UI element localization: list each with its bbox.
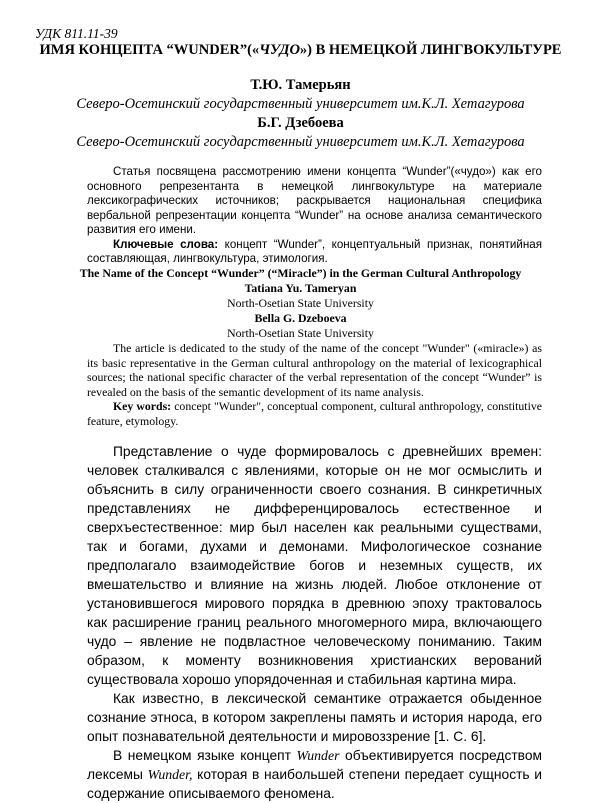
en-author-1: Tatiana Yu. Tameryan (244, 281, 357, 295)
ru-abstract (87, 165, 542, 267)
en-author-2: Bella G. Dzeboeva (254, 311, 347, 325)
ru-keywords: концепт “Wunder”, концептуальный признак, понятийная составляющая, лингвокультура, этимология. (87, 237, 542, 265)
ru-title-part1: ИМЯ КОНЦЕПТА “WUNDER”(« (39, 42, 260, 58)
udk-code: УДК 811.11-39 (35, 26, 118, 41)
ru-author-1: Т.Ю. Тамерьян (250, 77, 351, 93)
ru-article-title (30, 41, 571, 59)
en-abstract (87, 341, 542, 428)
p3-text-c: которая в наибольшей степени передает сущность и содержание описываемого феномена. (87, 767, 542, 801)
ru-affiliation-2: Северо-Осетинский государственный университет им.К.Л. Хетагурова (76, 134, 525, 150)
en-article-title: The Name of the Concept “Wunder” (“Miracle”) in the German Cultural Anthropology (79, 266, 522, 280)
body-paragraph-2: Как известно, в лексической семантике отражается обыденное сознание этноса, в котором закреплены память и история народа, его опыт познавательной деятельности и мировоззрение [1. С. 6]. (87, 691, 542, 744)
body-paragraph-3 (87, 746, 542, 803)
ru-author-2: Б.Г. Дзебоева (257, 115, 344, 131)
ru-title-italic: ЧУДО (259, 42, 300, 58)
ru-title-part2: ») В НЕМЕЦКОЙ ЛИНГВОКУЛЬТУРЕ (299, 42, 562, 58)
body-paragraph-1: Представление о чуде формировалось с древнейших времен: человек сталкивался с явлениями, которые он не мог осмыслить и объяснить в силу ограниченности своего сознания. В синкретичных представлениях не дифференцировалось естественное и сверхъестественное: мир был населен как реальными существами, так и богами, духами и демонами. Мифологическое сознание предполагало взаимодействие богов и неземных существ, их вмешательство и влияние на жизнь людей. Любое отклонение от установившегося мирового порядка в древнюю эпоху трактовалось как расширение границ реального многомерного мира, включающего чудо – явление не подвластное человеческому пониманию. Таким образом, к моменту возникновения христианских верований существовала хорошо упорядоченная и стабильная картина мира. (87, 444, 542, 687)
en-keywords-label: Key words: (113, 399, 172, 413)
article-body (87, 442, 542, 803)
en-keywords: concept "Wunder", conceptual component, cultural anthropology, constitutive feature, etymology. (87, 399, 542, 428)
p3-lexeme-wunder: Wunder, (147, 767, 193, 782)
en-affiliation-1: North-Osetian State University (227, 296, 374, 310)
p3-text-b: объективируется посредством лексемы (87, 748, 542, 782)
en-affiliation-2: North-Osetian State University (227, 326, 374, 340)
ru-abstract-text: Статья посвящена рассмотрению имени концепта “Wunder”(«чудо») как его основного репрезентанта в немецкой лингвокультуре на материале лексикографических источников; раскрывается национальная специфика вербальной репрезентации концепта “Wunder” на основе анализа семантического развития его имени. (87, 165, 542, 236)
ru-affiliation-1: Северо-Осетинский государственный университет им.К.Л. Хетагурова (76, 96, 525, 112)
en-abstract-text: The article is dedicated to the study of the name of the concept "Wunder" («miracle») as its basic representative in the German cultural anthropology on the material of lexicographical sources; the national specific character of the verbal representation of the concept “Wunder” is revealed on the basis of the semantic development of its name analysis. (87, 341, 542, 399)
p3-text-a: В немецком языке концепт (113, 748, 297, 763)
p3-term-wunder: Wunder (296, 748, 340, 763)
ru-keywords-label: Ключевые слова: (113, 237, 219, 251)
